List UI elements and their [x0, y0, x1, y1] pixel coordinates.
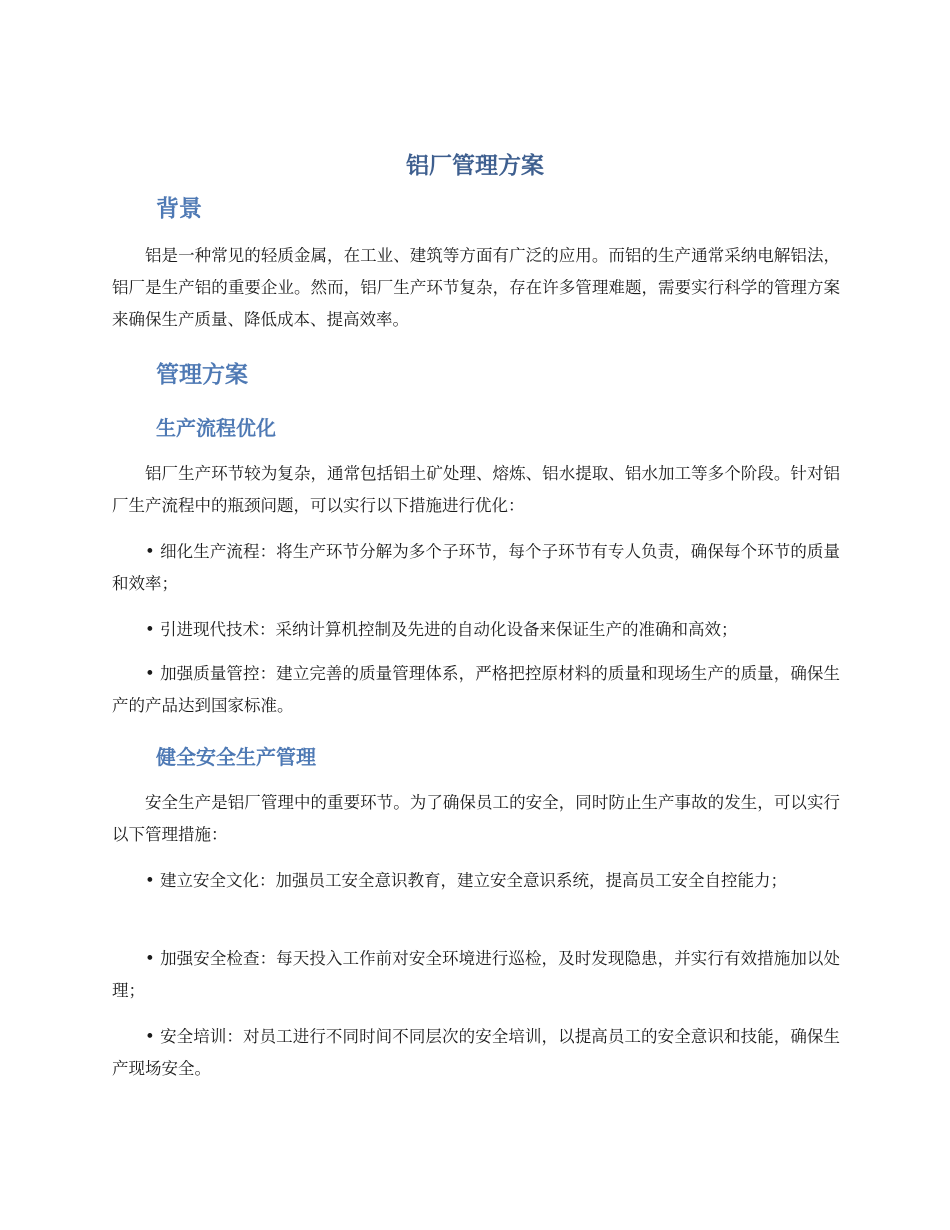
paragraph-safety-intro: 安全生产是铝厂管理中的重要环节。为了确保员工的安全，同时防止生产事故的发生，可以实行以下管理措施：	[112, 793, 840, 844]
paragraph-background: 铝是一种常见的轻质金属，在工业、建筑等方面有广泛的应用。而铝的生产通常采纳电解铝法，铝厂是生产铝的重要企业。然而，铝厂生产环节复杂，存在许多管理难题，需要实行科学的管理方案来确保生产质量、降低成本、提高效率。	[112, 246, 840, 329]
list-item-safety-1: • 建立安全文化：加强员工安全意识教育，建立安全意识系统，提高员工安全自控能力；	[145, 871, 787, 890]
list-item-production-1: • 细化生产流程：将生产环节分解为多个子环节，每个子环节有专人负责，确保每个环节的质量和效率；	[112, 542, 840, 593]
list-item-safety-2: • 加强安全检查：每天投入工作前对安全环境进行巡检，及时发现隐患，并实行有效措施加以处理；	[112, 949, 840, 1000]
heading-background: 背景	[156, 196, 202, 222]
list-item-safety-3: • 安全培训：对员工进行不同时间不同层次的安全培训，以提高员工的安全意识和技能，确保生产现场安全。	[112, 1027, 840, 1078]
heading-safety-management: 健全安全生产管理	[156, 745, 316, 769]
paragraph-production-intro: 铝厂生产环节较为复杂，通常包括铝土矿处理、熔炼、铝水提取、铝水加工等多个阶段。针对铝厂生产流程中的瓶颈问题，可以实行以下措施进行优化：	[112, 464, 840, 515]
document-title: 铝厂管理方案	[406, 153, 544, 179]
list-item-production-2: • 引进现代技术：采纳计算机控制及先进的自动化设备来保证生产的准确和高效；	[145, 620, 738, 639]
heading-production-optimization: 生产流程优化	[156, 416, 276, 440]
list-item-production-3: • 加强质量管控：建立完善的质量管理体系，严格把控原材料的质量和现场生产的质量，确保生产的产品达到国家标准。	[112, 664, 840, 715]
heading-management-plan: 管理方案	[156, 362, 248, 388]
